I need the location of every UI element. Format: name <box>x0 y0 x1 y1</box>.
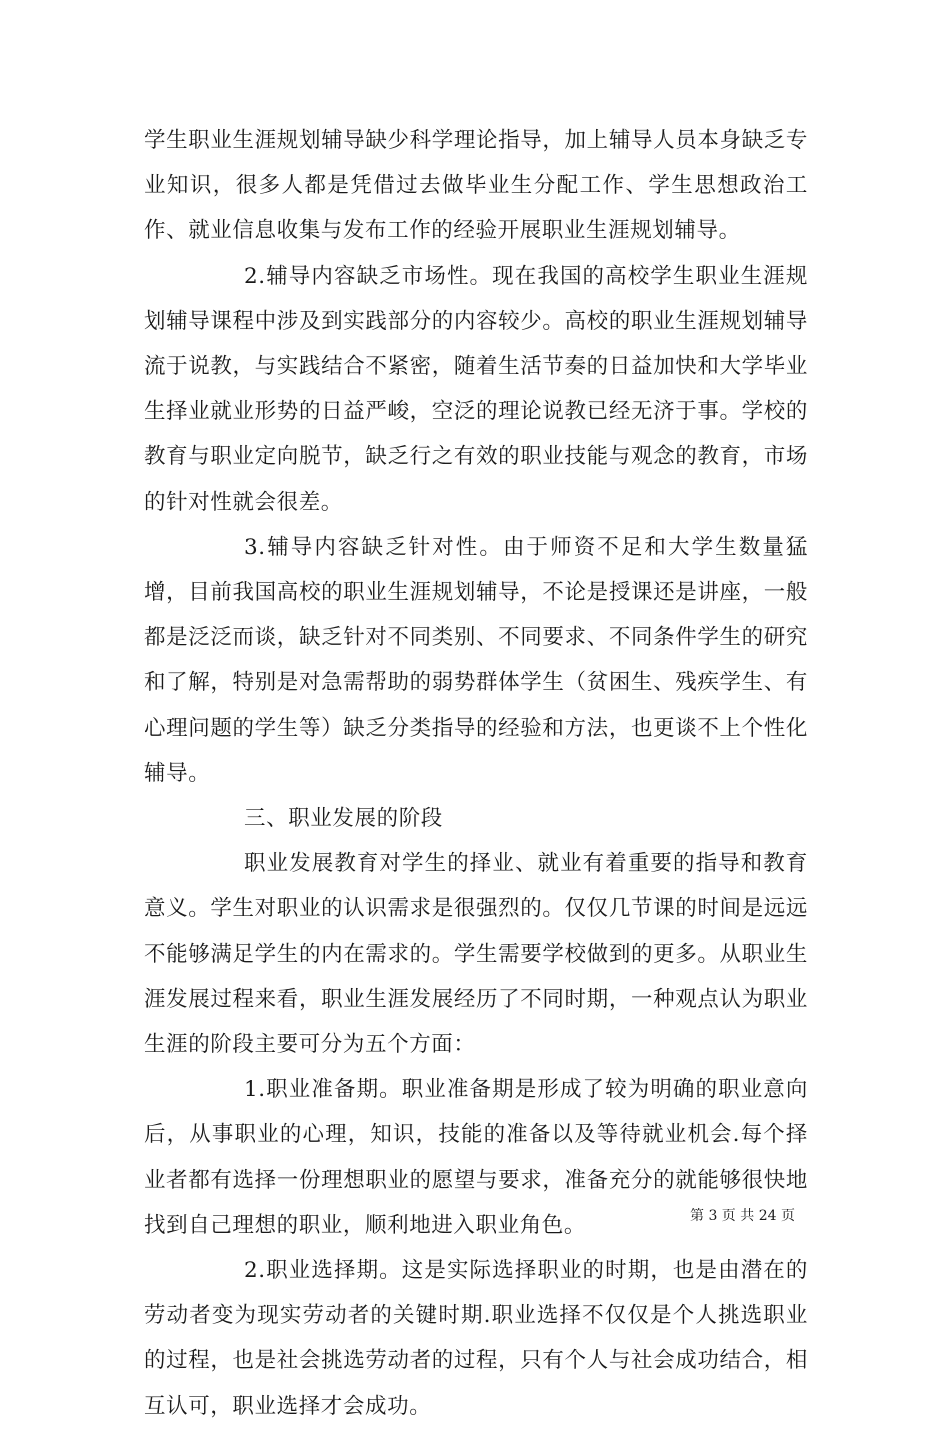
paragraph-pertinence-lack: 3.辅导内容缺乏针对性。由于师资不足和大学生数量猛增，目前我国高校的职业生涯规划辅导，不论是授课还是讲座，一般都是泛泛而谈，缺乏针对不同类别、不同要求、不同条件学生的研究和了解，特别是对急需帮助的弱势群体学生（贫困生、残疾学生、有心理问题的学生等）缺乏分类指导的经验和方法，也更谈不上个性化辅导。 <box>144 534 808 786</box>
paragraph-selection-period: 2.职业选择期。这是实际选择职业的时期，也是由潜在的劳动者变为现实劳动者的关键时期.职业选择不仅仅是个人挑选职业的过程，也是社会挑选劳动者的过程，只有个人与社会成功结合，相互认可，职业选择才会成功。 <box>144 1258 808 1419</box>
paragraph-preparation-period: 1.职业准备期。职业准备期是形成了较为明确的职业意向后，从事职业的心理，知识，技能的准备以及等待就业机会.每个择业者都有选择一份理想职业的愿望与要求，准备充分的就能够很快地找到自己理想的职业，顺利地进入职业角色。 <box>144 1077 808 1238</box>
document-body <box>144 118 808 1429</box>
paragraph-career-education: 职业发展教育对学生的择业、就业有着重要的指导和教育意义。学生对职业的认识需求是很强烈的。仅仅几节课的时间是远远不能够满足学生的内在需求的。学生需要学校做到的更多。从职业生涯发展过程来看，职业生涯发展经历了不同时期，一种观点认为职业生涯的阶段主要可分为五个方面： <box>144 851 808 1058</box>
page-number-footer: 第 3 页 共 24 页 <box>690 1208 795 1224</box>
paragraph-market-lack: 2.辅导内容缺乏市场性。现在我国的高校学生职业生涯规划辅导课程中涉及到实践部分的内容较少。高校的职业生涯规划辅导流于说教，与实践结合不紧密，随着生活节奏的日益加快和大学毕业生择业就业形势的日益严峻，空泛的理论说教已经无济于事。学校的教育与职业定向脱节，缺乏行之有效的职业技能与观念的教育，市场的针对性就会很差。 <box>144 263 808 515</box>
paragraph-intro-continued: 学生职业生涯规划辅导缺少科学理论指导，加上辅导人员本身缺乏专业知识，很多人都是凭借过去做毕业生分配工作、学生思想政治工作、就业信息收集与发布工作的经验开展职业生涯规划辅导。 <box>144 128 808 244</box>
section-heading-career-stages: 三、职业发展的阶段 <box>244 806 443 832</box>
